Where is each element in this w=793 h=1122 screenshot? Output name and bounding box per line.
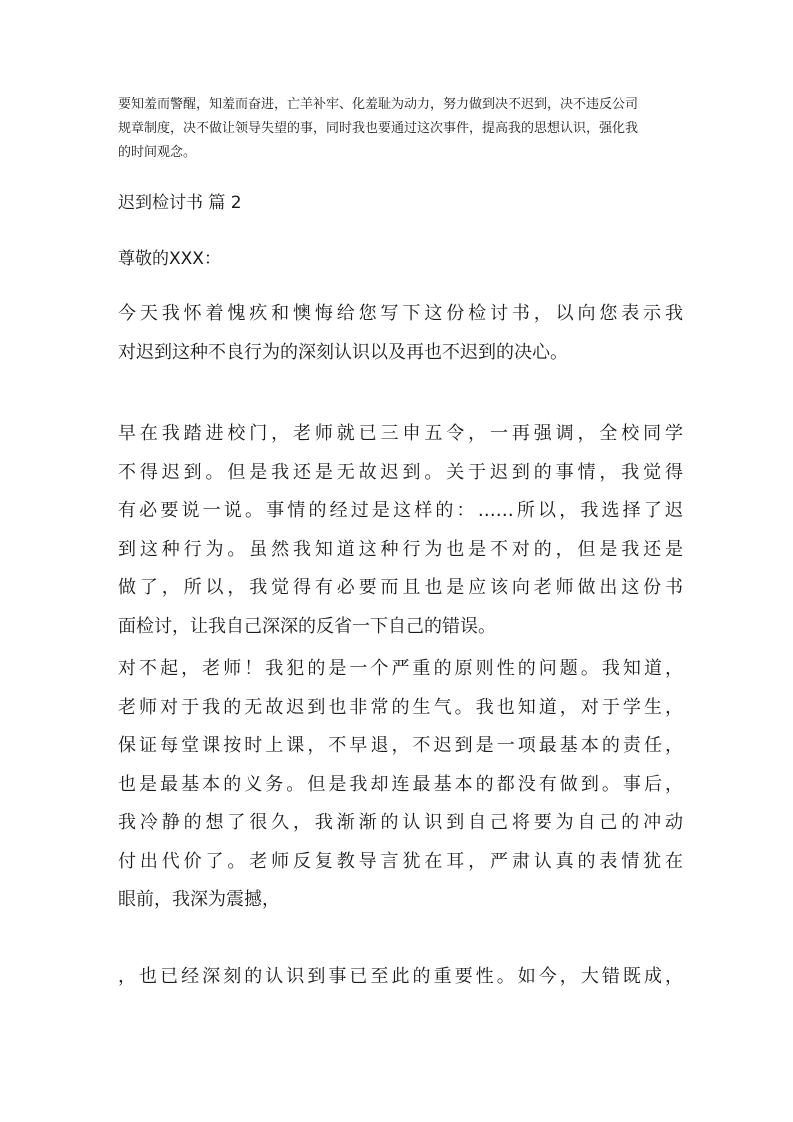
paragraph-1 xyxy=(118,295,683,372)
paragraph-line: 做了，所以，我觉得有必要而且也是应该向老师做出这份书 xyxy=(118,577,683,598)
paragraph-line: 今天我怀着愧疚和懊悔给您写下这份检讨书，以向您表示我 xyxy=(118,303,683,324)
paragraph-3 xyxy=(118,650,683,920)
paragraph-line: 保证每堂课按时上课，不早退，不迟到是一项最基本的责任， xyxy=(118,735,683,756)
salutation: 尊敬的XXX： xyxy=(118,249,221,269)
intro-line: 要知羞而警醒，知羞而奋进，亡羊补牢、化羞耻为动力，努力做到决不迟到，决不违反公司 xyxy=(118,97,639,112)
intro-line: 规章制度，决不做让领导失望的事，同时我也要通过这次事件，提高我的思想认识，强化我 xyxy=(118,121,639,136)
intro-line: 的时间观念。 xyxy=(118,145,197,160)
paragraph-line: 面检讨，让我自己深深的反省一下自己的错误。 xyxy=(118,615,496,637)
paragraph-line: 到这种行为。虽然我知道这种行为也是不对的，但是我还是 xyxy=(118,538,683,560)
paragraph-2 xyxy=(118,415,683,646)
paragraph-line: 对不起，老师！我犯的是一个严重的原则性的问题。我知道， xyxy=(118,658,683,679)
paragraph-line: 早在我踏进校门，老师就已三申五令，一再强调，全校同学 xyxy=(118,423,683,444)
paragraph-line: 对迟到这种不良行为的深刻认识以及再也不迟到的决心。 xyxy=(118,341,568,363)
paragraph-line: 老师对于我的无故迟到也非常的生气。我也知道，对于学生， xyxy=(118,696,683,718)
paragraph-line: ，也已经深刻的认识到事已至此的重要性。如今，大错既成， xyxy=(118,966,683,987)
paragraph-line: 不得迟到。但是我还是无故迟到。关于迟到的事情，我觉得 xyxy=(118,461,683,483)
paragraph-line: 付出代价了。老师反复教导言犹在耳，严肃认真的表情犹在 xyxy=(118,850,683,872)
paragraph-4 xyxy=(118,958,683,997)
intro-paragraph xyxy=(118,93,683,165)
paragraph-line: 眼前，我深为震撼， xyxy=(118,889,280,910)
paragraph-line: 也是最基本的义务。但是我却连最基本的都没有做到。事后， xyxy=(118,773,683,795)
section-heading: 迟到检讨书 篇 2 xyxy=(118,193,242,213)
paragraph-line: 有必要说一说。事情的经过是这样的：……所以，我选择了迟 xyxy=(118,500,683,521)
paragraph-line: 我冷静的想了很久，我渐渐的认识到自己将要为自己的冲动 xyxy=(118,812,683,833)
